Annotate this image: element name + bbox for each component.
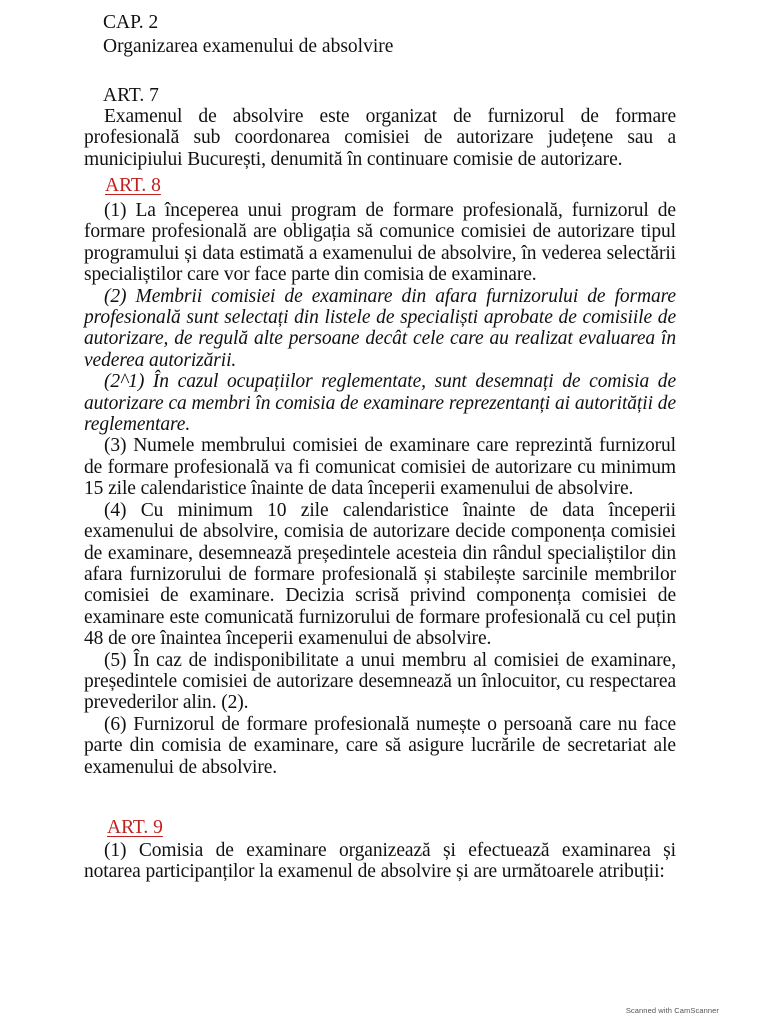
article-8-paragraph-1: (1) La începerea unui program de formare profesională, furnizorul de formare profesională are obligația să comunice comisiei de autorizare tipul programului și data estimată a examenului de absolvire, în vederea selectării specialiștilor care vor face parte din comisia de examinare. [84,200,676,286]
chapter-label: CAP. 2 [103,12,159,33]
article-7-text: Examenul de absolvire este organizat de furnizorul de formare profesională sub coordonarea comisiei de autorizare județene sau a municipiului București, denumită în continuare comisie de autorizare. [84,106,676,170]
article-8-paragraph-2-1: (2^1) În cazul ocupațiilor reglementate, sunt desemnați de comisia de autorizare ca membri în comisia de examinare reprezentanți ai autorității de reglementare. [84,371,676,436]
article-7-body [84,106,676,170]
article-9-paragraph-1: (1) Comisia de examinare organizează și efectuează examinarea și notarea participanților la examenul de absolvire și are următoarele atribuții: [84,840,676,883]
article-8-heading: ART. 8 [105,175,161,196]
article-8-paragraph-5: (5) În caz de indisponibilitate a unui membru al comisiei de examinare, președintele comisiei de autorizare desemnează un înlocuitor, cu respectarea prevederilor alin. (2). [84,649,676,714]
article-8-paragraph-6: (6) Furnizorul de formare profesională numește o persoană care nu face parte din comisia de examinare, care să asigure lucrările de secretariat ale examenului de absolvire. [84,713,676,778]
chapter-header [103,11,393,59]
chapter-title: Organizarea examenului de absolvire [103,36,394,57]
article-9-heading: ART. 9 [107,817,163,838]
article-8-paragraph-2: (2) Membrii comisiei de examinare din afara furnizorului de formare profesională sunt selectați din listele de specialiști aprobate de comisiile de autorizare, de regulă alte persoane decât cele care au realizat evaluarea în vederea autorizării. [84,285,676,371]
article-8-paragraph-3: (3) Numele membrului comisiei de examinare care reprezintă furnizorul de formare profesională va fi comunicat comisiei de autorizare cu minimum 15 zile calendaristice înainte de data începerii examenului de absolvire. [84,435,676,500]
article-7-heading: ART. 7 [103,85,159,106]
article-8-body [84,200,676,778]
camscanner-watermark: Scanned with CamScanner [625,1006,719,1015]
article-8-paragraph-4: (4) Cu minimum 10 zile calendaristice înainte de data începerii examenului de absolvire, comisia de autorizare decide componența comisiei de examinare, desemnează președintele acesteia din rândul specialiștilor din afara furnizorului de formare profesională și stabilește sarcinile membrilor comisiei de examinare. Decizia scrisă privind componența comisiei de examinare este comunicată furnizorului de formare profesională cu cel puțin 48 de ore înaintea începerii examenului de absolvire. [84,499,676,650]
article-9-body [84,840,676,883]
